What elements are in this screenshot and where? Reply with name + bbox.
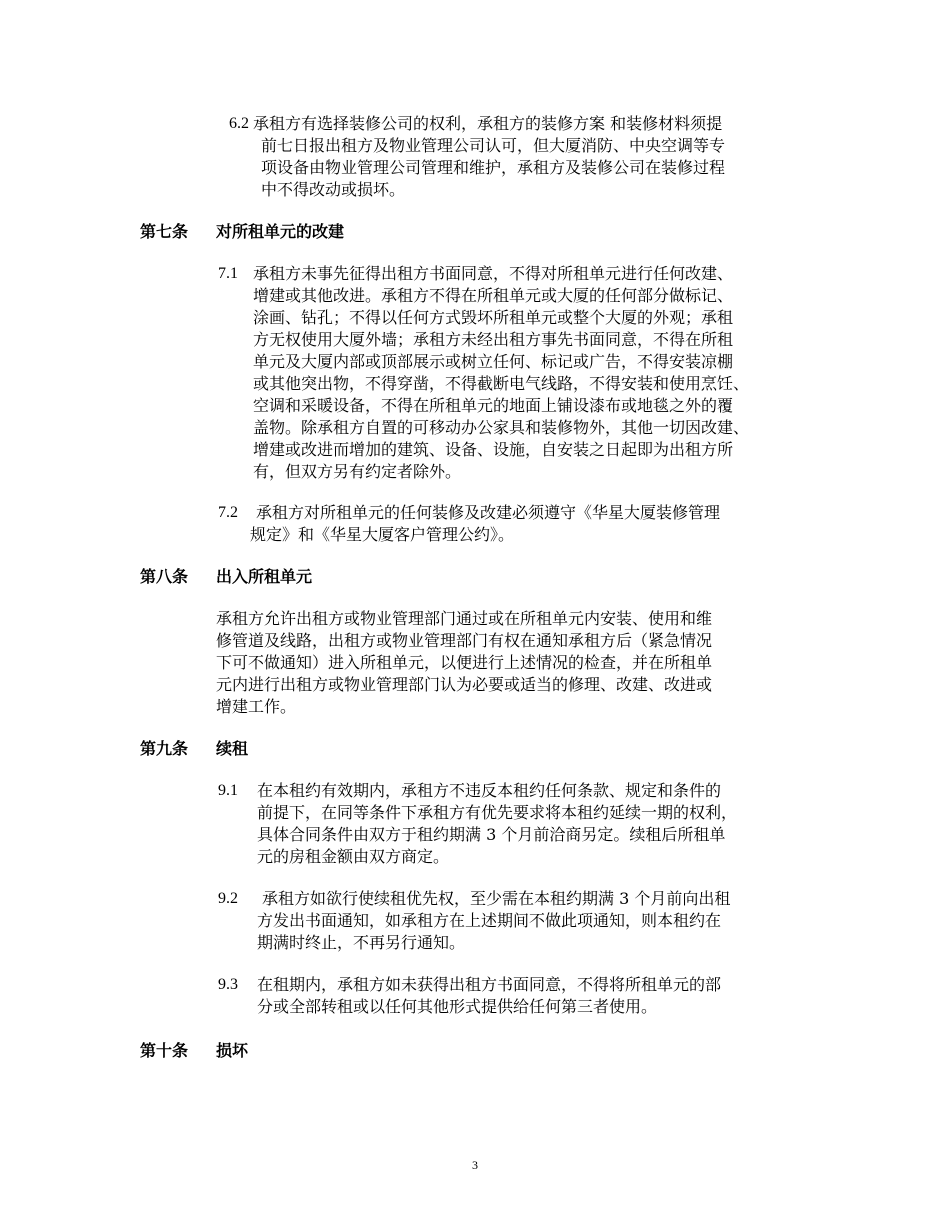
clause-9-1-line: 具体合同条件由双方于租约期满 3 个月前洽商另定。续租后所租单 [257, 825, 726, 844]
clause-9-1-line: 元的房租金额由双方商定。 [257, 847, 450, 866]
article-8-line: 元内进行出租方或物业管理部门认为必要或适当的修理、改建、改进或 [216, 675, 713, 694]
clause-7-1-line: 或其他突出物，不得穿凿，不得截断电气线路，不得安装和使用烹饪、 [253, 374, 750, 393]
article-8-line: 增建工作。 [216, 697, 297, 716]
article-8-title: 出入所租单元 [216, 567, 313, 586]
article-7-heading [140, 222, 344, 242]
article-9-number: 第九条 [140, 739, 189, 758]
clause-6-2-line: 中不得改动或损坏。 [261, 180, 406, 199]
clause-7-1-number: 7.1 [218, 265, 238, 282]
clause-6-2-line: 项设备由物业管理公司管理和维护，承租方及装修公司在装修过程 [261, 158, 726, 177]
clause-9-2-line: 期满时终止，不再另行通知。 [257, 933, 466, 952]
clause-7-1-line: 承租方未事先征得出租方书面同意，不得对所租单元进行任何改建、 [253, 264, 734, 283]
clause-7-1-line: 盖物。除承租方自置的可移动办公家具和装修物外，其他一切因改建、 [253, 418, 750, 437]
clause-7-1-line: 单元及大厦内部或顶部展示或树立任何、标记或广告，不得安装凉棚 [253, 352, 734, 371]
clause-9-1-line: 在本租约有效期内，承租方不违反本租约任何条款、规定和条件的 [257, 781, 722, 800]
clause-6-2-line: 前七日报出租方及物业管理公司认可，但大厦消防、中央空调等专 [261, 136, 726, 155]
article-8-line: 修管道及线路，出租方或物业管理部门有权在通知承租方后（紧急情况 [216, 631, 713, 650]
clause-9-2-line: 承租方如欲行使续租优先权，至少需在本租约期满 3 个月前向出租 [262, 889, 731, 908]
clause-7-1-line: 空调和采暖设备，不得在所租单元的地面上铺设漆布或地毯之外的覆 [253, 396, 734, 415]
article-8-heading [140, 567, 312, 587]
clause-9-3-line: 分或全部转租或以任何其他形式提供给任何第三者使用。 [257, 997, 658, 1016]
clause-6-2-number: 6.2 [229, 115, 249, 132]
article-7-title: 对所租单元的改建 [216, 222, 345, 241]
clause-9-1-line: 前提下，在同等条件下承租方有优先要求将本租约延续一期的权利， [257, 803, 738, 822]
article-8-line: 下可不做通知）进入所租单元，以便进行上述情况的检查，并在所租单 [216, 653, 713, 672]
article-9-heading [140, 739, 248, 759]
clause-7-1-line: 增建或其他改进。承租方不得在所租单元或大厦的任何部分做标记、 [253, 286, 734, 305]
clause-9-2-number: 9.2 [218, 890, 238, 907]
article-8-line: 承租方允许出租方或物业管理部门通过或在所租单元内安装、使用和维 [216, 609, 713, 628]
clause-7-1-line: 增建或改进而增加的建筑、设备、设施，自安装之日起即为出租方所 [253, 440, 734, 459]
article-10-number: 第十条 [140, 1041, 189, 1060]
article-8-number: 第八条 [140, 567, 189, 586]
article-9-title: 续租 [216, 739, 249, 758]
clause-7-2-number: 7.2 [218, 504, 238, 521]
clause-7-1-line: 有，但双方另有约定者除外。 [253, 462, 462, 481]
page-number: 3 [472, 1158, 478, 1172]
clause-7-1-line: 方无权使用大厦外墙；承租方未经出租方事先书面同意，不得在所租 [253, 330, 734, 349]
article-10-title: 损坏 [216, 1041, 249, 1060]
article-10-heading [140, 1041, 248, 1061]
clause-9-3-line: 在租期内，承租方如未获得出租方书面同意，不得将所租单元的部 [257, 975, 722, 994]
clause-6-2-line: 承租方有选择装修公司的权利，承租方的装修方案 和装修材料须提 [253, 114, 723, 133]
clause-9-2-line: 方发出书面通知，如承租方在上述期间不做此项通知，则本租约在 [257, 911, 722, 930]
article-7-number: 第七条 [140, 222, 189, 241]
clause-7-1-line: 涂画、钻孔；不得以任何方式毁坏所租单元或整个大厦的外观；承租 [253, 308, 734, 327]
clause-7-2-line: 承租方对所租单元的任何装修及改建必须遵守《华星大厦装修管理 [256, 503, 721, 522]
clause-9-3-number: 9.3 [218, 976, 238, 993]
clause-7-2-line: 规定》和《华星大厦客户管理公约》。 [250, 525, 515, 544]
clause-9-1-number: 9.1 [218, 782, 238, 799]
